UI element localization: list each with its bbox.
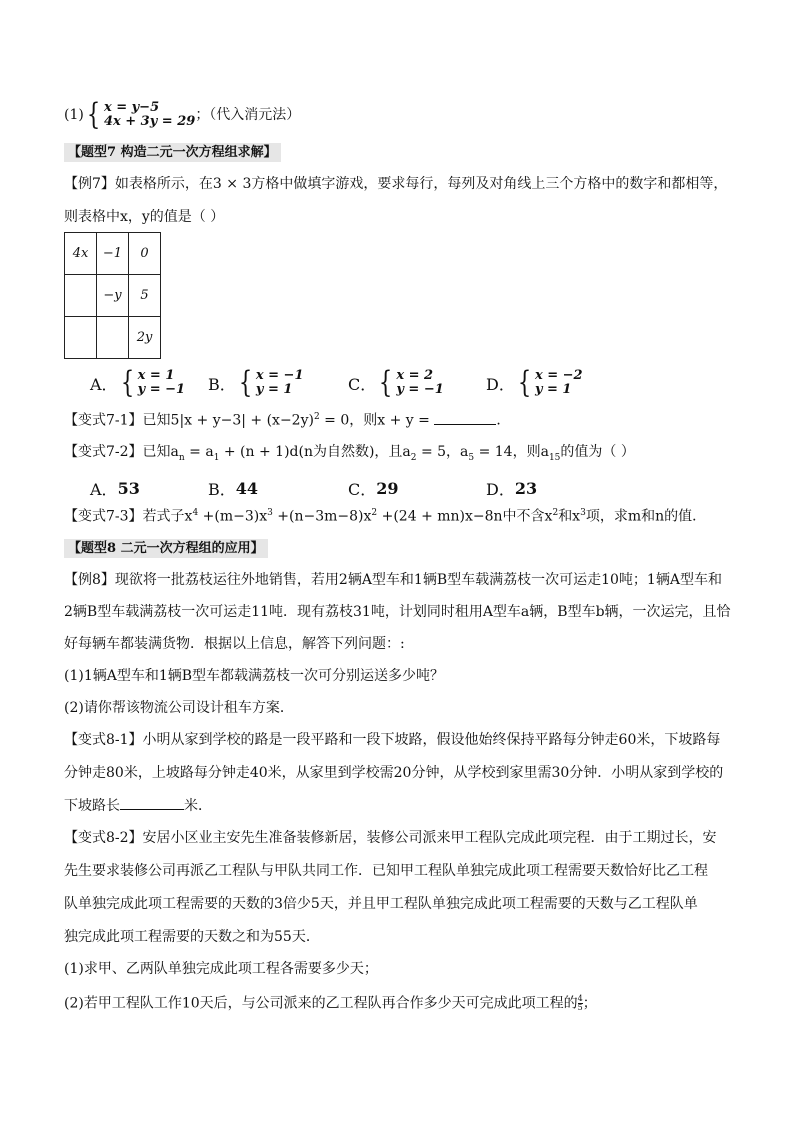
exponent: 2 bbox=[313, 412, 320, 422]
grid-cell bbox=[65, 317, 97, 359]
brace-icon: { bbox=[517, 365, 532, 400]
variant-8-2-q1: (1)求甲、乙两队单独完成此项工程各需要多少天； bbox=[64, 961, 378, 977]
variant-text: 下坡路长 bbox=[64, 798, 120, 814]
variant-text: = 5，a bbox=[416, 444, 469, 460]
variant-8-2-line3: 队单独完成此项工程需要的天数的3倍少5天，并且甲工程队单独完成此项工程需要的天数与乙工程队单 bbox=[64, 896, 698, 912]
example-7-line1: 【例7】如表格所示，在3 × 3方格中做填字游戏，要求每行，每列及对角线上三个方格中的数字和都相等， bbox=[64, 176, 728, 192]
choice-value: 29 bbox=[376, 479, 399, 498]
choice-a bbox=[90, 477, 140, 500]
exponent: 2 bbox=[552, 508, 559, 518]
choice-label: A． bbox=[90, 480, 118, 499]
variant-8-1-line3 bbox=[64, 799, 740, 813]
grid-cell: −y bbox=[97, 275, 129, 317]
variant-8-2-line2: 先生要求装修公司再派乙工程队与甲队共同工作．已知甲工程队单独完成此项工程需要天数恰好比乙工程 bbox=[64, 863, 708, 879]
choice-b bbox=[208, 477, 258, 500]
variant-text: + (n + 1)d(n为自然数)，且a bbox=[219, 444, 411, 460]
choice-eq2: y = −1 bbox=[137, 382, 186, 397]
choice-eq1: x = −2 bbox=[534, 368, 583, 383]
example-8-q1: (1)1辆A型车和1辆B型车都载满荔枝一次可分别运送多少吨？ bbox=[64, 668, 445, 684]
magic-square-grid bbox=[64, 232, 161, 359]
brace-icon: { bbox=[379, 365, 393, 400]
choice-eq2: y = 1 bbox=[534, 382, 572, 397]
variant-text: 米． bbox=[184, 798, 212, 814]
question-1-label: (1) bbox=[64, 107, 84, 123]
choice-a bbox=[90, 365, 186, 400]
table-row bbox=[65, 317, 161, 359]
choice-label: D． bbox=[486, 374, 515, 394]
variant-text: = 14，则a bbox=[474, 444, 549, 460]
choice-label: B． bbox=[208, 374, 236, 394]
choice-value: 53 bbox=[117, 479, 140, 498]
grid-cell bbox=[65, 275, 97, 317]
variant-text: ． bbox=[496, 412, 511, 429]
variant-8-2-line1: 【变式8-2】安居小区业主安先生准备装修新居，装修公司派来甲工程队完成此项完程．由于工期过长，安 bbox=[64, 830, 717, 846]
choice-eq1: x = −1 bbox=[255, 368, 304, 383]
example-8-line3: 好每辆车都装满货物．根据以上信息，解答下列问题：: bbox=[64, 636, 405, 652]
variant-8-1-line1: 【变式8-1】小明从家到学校的路是一段平路和一段下坡路，假设他始终保持平路每分钟走60米，下坡路每 bbox=[64, 732, 721, 748]
variant-7-1 bbox=[64, 413, 740, 428]
exponent: 4 bbox=[192, 508, 199, 518]
subscript: 15 bbox=[548, 452, 561, 463]
variant-7-2 bbox=[64, 445, 740, 463]
choice-d bbox=[486, 365, 583, 400]
section-tag: 【题型8 二元一次方程组的应用】 bbox=[64, 539, 268, 558]
table-row bbox=[65, 233, 161, 275]
choice-eq2: y = −1 bbox=[396, 382, 444, 397]
variant-8-2-q2 bbox=[64, 995, 740, 1012]
variant-8-1-line2: 分钟走80米，上坡路每分钟走40米，从家里到学校需20分钟，从学校到家里需30分钟．小明从家到学校的 bbox=[64, 765, 724, 781]
choice-label: C． bbox=[348, 374, 377, 394]
answer-blank[interactable] bbox=[120, 809, 184, 810]
table-row bbox=[65, 275, 161, 317]
subscript: 1 bbox=[213, 452, 220, 463]
choice-label: C． bbox=[348, 480, 377, 499]
fraction-denominator: 5 bbox=[577, 1003, 583, 1012]
variant-text: ； bbox=[582, 995, 597, 1012]
exponent: 2 bbox=[371, 508, 378, 518]
brace-icon: { bbox=[86, 97, 101, 132]
example-8-line1: 【例8】现欲将一批荔枝运往外地销售，若用2辆A型车和1辆B型车载满荔枝一次可运走10吨；1辆A型车和 bbox=[64, 572, 722, 588]
choice-d bbox=[486, 477, 537, 500]
variant-text: = 0，则x + y = bbox=[319, 412, 435, 429]
brace-icon: { bbox=[120, 365, 134, 400]
choice-eq1: x = 1 bbox=[137, 368, 175, 383]
choice-label: A． bbox=[90, 374, 118, 394]
grid-cell: −1 bbox=[97, 233, 129, 275]
variant-text: +(m−3)x bbox=[198, 508, 268, 525]
grid-cell: 0 bbox=[129, 233, 161, 275]
section-type8 bbox=[64, 541, 740, 555]
variant-text: (2)若甲工程队工作10天后，与公司派来的乙工程队再合作多少天可完成此项工程的 bbox=[64, 995, 578, 1012]
exponent: 3 bbox=[267, 508, 273, 518]
variant-text: 和x bbox=[558, 508, 581, 525]
example-8-line2: 2辆B型车载满荔枝一次可运走11吨．现有荔枝31吨，计划同时租用A型车a辆，B型车b辆，一次运完，且恰 bbox=[64, 604, 731, 620]
equation-system bbox=[84, 97, 196, 132]
question-1 bbox=[64, 97, 740, 132]
equation-1: x = y−5 bbox=[103, 100, 160, 115]
grid-cell: 2y bbox=[129, 317, 161, 359]
grid-cell: 4x bbox=[65, 233, 97, 275]
section-type7 bbox=[64, 145, 740, 159]
fraction-numerator: 4 bbox=[577, 994, 583, 1003]
example-8-q2: (2)请你帮该物流公司设计租车方案． bbox=[64, 700, 294, 716]
variant-text: 【变式7-3】若式子x bbox=[64, 508, 193, 525]
answer-blank[interactable] bbox=[434, 424, 496, 425]
variant-text: +(n−3m−8)x bbox=[272, 508, 372, 525]
example-7-line2: 则表格中x，y的值是（ ） bbox=[64, 209, 225, 225]
variant-text: 【变式7-2】已知a bbox=[64, 444, 179, 460]
choice-c bbox=[348, 365, 444, 400]
variant-text: = a bbox=[184, 444, 214, 460]
variant-7-3 bbox=[64, 509, 740, 524]
equation-2: 4x + 3y = 29 bbox=[103, 114, 196, 129]
variant-8-2-line4: 独完成此项工程需要的天数之和为55天． bbox=[64, 929, 320, 945]
choice-label: D． bbox=[486, 480, 515, 499]
choice-c bbox=[348, 477, 399, 500]
subscript: n bbox=[178, 452, 185, 463]
grid-cell: 5 bbox=[129, 275, 161, 317]
choice-label: B． bbox=[208, 480, 236, 499]
section-tag: 【题型7 构造二元一次方程组求解】 bbox=[64, 143, 281, 162]
grid-cell bbox=[97, 317, 129, 359]
choice-value: 23 bbox=[514, 479, 538, 498]
variant-text: +(24 + mn)x−8n中不含x bbox=[377, 508, 553, 525]
choice-eq1: x = 2 bbox=[396, 368, 434, 383]
subscript: 2 bbox=[410, 452, 417, 463]
exponent: 3 bbox=[580, 508, 586, 518]
variant-text: 【变式7-1】已知5|x + y−3| + (x−2y) bbox=[64, 412, 314, 429]
method-note: ；（代入消元法） bbox=[195, 107, 301, 123]
choice-eq2: y = 1 bbox=[255, 382, 293, 397]
variant-text: 项，求m和n的值． bbox=[585, 508, 707, 525]
choice-value: 44 bbox=[235, 479, 259, 498]
brace-icon: { bbox=[238, 365, 252, 400]
choice-b bbox=[208, 365, 304, 400]
subscript: 5 bbox=[468, 452, 475, 463]
variant-text: 的值为（ ） bbox=[560, 444, 635, 460]
